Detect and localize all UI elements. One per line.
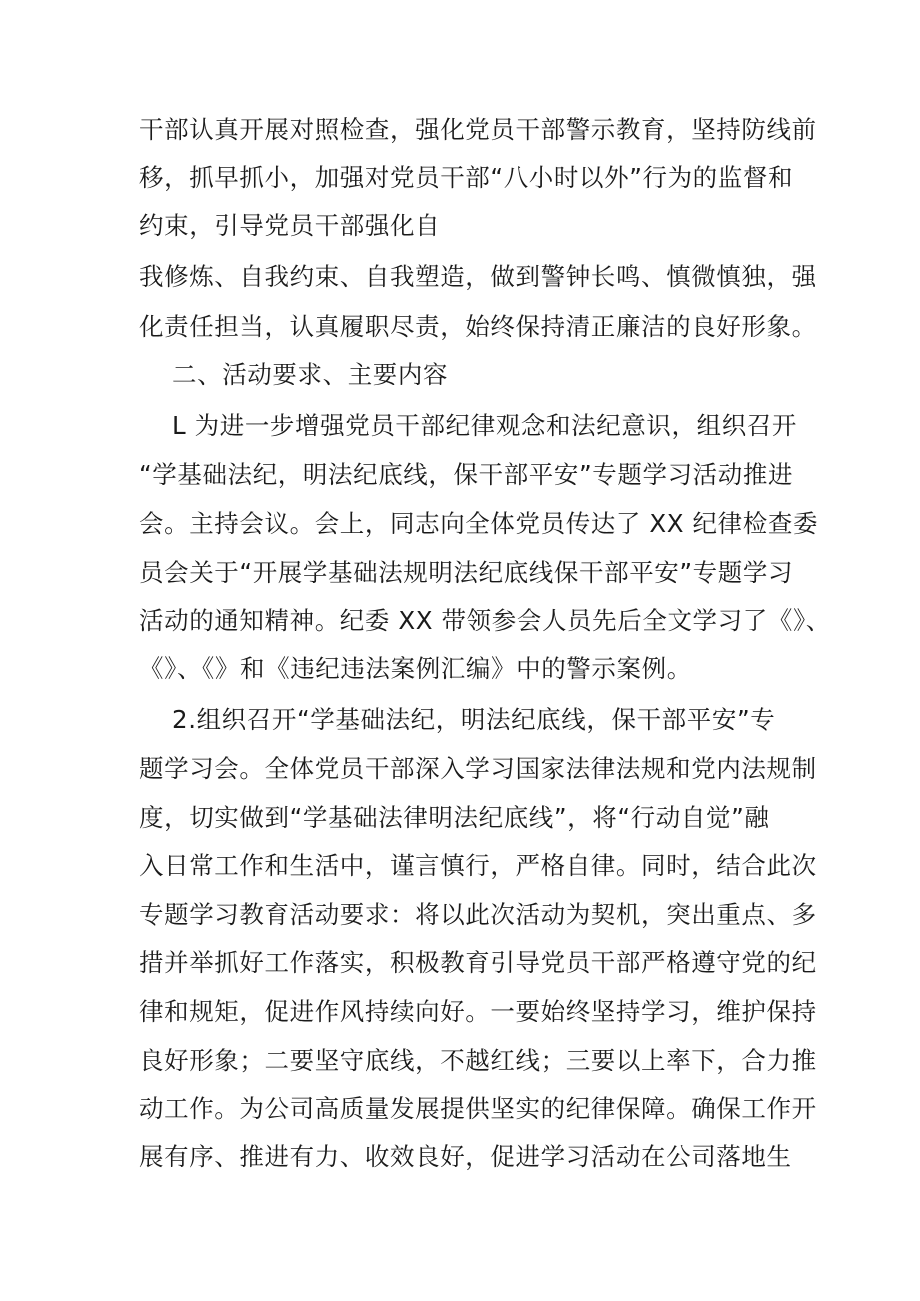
- paragraph-line: 约束，引导党员干部强化自: [139, 211, 441, 240]
- paragraph-line: 律和规矩，促进作风持续向好。一要始终坚持学习，维护保持: [139, 997, 817, 1026]
- paragraph-line: 入日常工作和生活中，谨言慎行，严格自律。同时，结合此次: [139, 851, 817, 880]
- paragraph-line: 展有序、推进有力、收效良好，促进学习活动在公司落地生: [139, 1142, 792, 1171]
- paragraph-line: 活动的通知精神。纪委 XX 带领参会人员先后全文学习了《》、: [139, 606, 831, 635]
- paragraph-line: 专题学习教育活动要求：将以此次活动为契机，突出重点、多: [139, 900, 817, 929]
- paragraph-line: 动工作。为公司高质量发展提供坚实的纪律保障。确保工作开: [139, 1094, 817, 1123]
- paragraph-line: 化责任担当，认真履职尽责，始终保持清正廉洁的良好形象。: [139, 312, 817, 341]
- paragraph-line: 《》、《》和《违纪违法案例汇编》中的警示案例。: [139, 654, 692, 683]
- paragraph-line: 2.组织召开“学基础法纪，明法纪底线，保干部平安”专: [172, 705, 776, 734]
- paragraph-line: 干部认真开展对照检查，强化党员干部警示教育，坚持防线前: [139, 115, 817, 144]
- paragraph-line: 题学习会。全体党员干部深入学习国家法律法规和党内法规制: [139, 754, 817, 783]
- paragraph-line: 移，抓早抓小，加强对党员干部“八小时以外”行为的监督和: [139, 163, 794, 192]
- paragraph-line: 措并举抓好工作落实，积极教育引导党员干部严格遵守党的纪: [139, 948, 817, 977]
- paragraph-line: 度，切实做到“学基础法律明法纪底线”，将“行动自觉”融: [139, 803, 770, 832]
- paragraph-line: 良好形象；二要坚守底线，不越红线；三要以上率下，合力推: [139, 1046, 817, 1075]
- section-heading: 二、活动要求、主要内容: [172, 360, 449, 389]
- paragraph-line: 会。主持会议。会上，同志向全体党员传达了 XX 纪律检查委: [139, 509, 819, 538]
- paragraph-line: 员会关于“开展学基础法规明法纪底线保干部平安”专题学习: [139, 558, 794, 587]
- paragraph-line: 我修炼、自我约束、自我塑造，做到警钟长鸣、慎微慎独，强: [139, 262, 817, 291]
- paragraph-line: L 为进一步增强党员干部纪律观念和法纪意识，组织召开: [172, 411, 798, 440]
- paragraph-line: “学基础法纪，明法纪底线，保干部平安”专题学习活动推进: [139, 460, 794, 489]
